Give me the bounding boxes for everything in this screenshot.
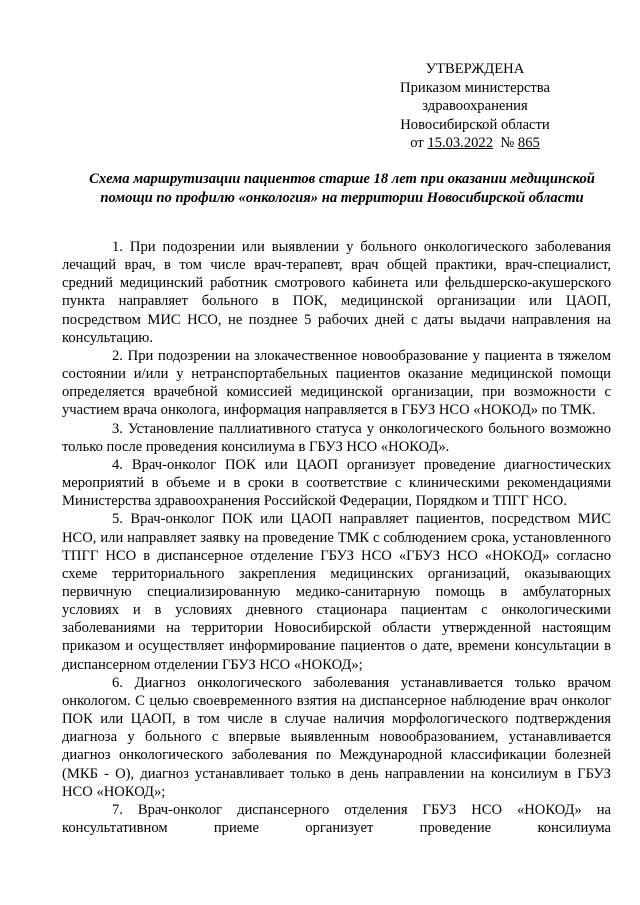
document-body	[62, 238, 611, 837]
approval-heading: УТВЕРЖДЕНА	[425, 61, 525, 77]
paragraph-7: 7. Врач-онколог диспансерного отделения ГБУЗ НСО «НОКОД» на консультативном приеме организует проведение консилиума	[62, 801, 611, 836]
paragraph-1: 1. При подозрении или выявлении у больного онкологического заболевания лечащий врач, в том числе врач-терапевт, врач общей практики, врач-специалист, средний медицинский работник смотрового кабинета или фельдшерско-акушерского пункта направляет больного в ПОК, медицинской организации или ЦАОП, посредством МИС НСО, не позднее 5 рабочих дней с даты выдачи направления на консультацию.	[62, 239, 611, 346]
paragraph-5: 5. Врач-онколог ПОК или ЦАОП направляет пациентов, посредством МИС НСО, или направляет заявку на проведение ТМК с соблюдением срока, установленного ТПГГ НСО в диспансерное отделение ГБУЗ НСО «ГБУЗ НСО «НОКОД» согласно схеме территориального закрепления медицинских организаций, оказывающих первичную специализированную медико-санитарную помощь в амбулаторных условиях и в условиях дневного стационара пациентам с онкологическими заболеваниями на территории Новосибирской области утвержденной настоящим приказом и осуществляет информирование пациентов о дате, времени консультации в диспансерном отделении ГБУЗ НСО «НОКОД»;	[62, 511, 611, 673]
approval-order-line: Приказом министерства	[400, 79, 550, 96]
approval-stamp	[382, 60, 568, 153]
approval-date-line	[382, 134, 568, 153]
document-title: Схема маршрутизации пациентов старше 18 лет при оказании медицинской помощи по профилю «онкология» на территории Новосибирской области	[89, 171, 595, 206]
paragraph-6: 6. Диагноз онкологического заболевания устанавливается только врачом онкологом. С целью своевременного взятия на диспансерное наблюдение врач онколог ПОК или ЦАОП, в том числе в случае наличия морфологического подтверждения диагноза у больного с впервые выявленным новообразованием, устанавливается диагноз онкологического заболевания по Международной классификации болезней (МКБ - О), диагноз устанавливает только в день направлении на консилиум в ГБУЗ НСО «НОКОД»;	[62, 674, 611, 800]
approval-ministry-line: здравоохранения	[422, 98, 528, 115]
order-number: 865	[517, 135, 540, 152]
number-prefix: №	[500, 135, 518, 152]
paragraph-4: 4. Врач-онколог ПОК или ЦАОП организует проведение диагностических мероприятий в объеме и в сроки в соответствие с клиническими рекомендациями Министерства здравоохранения Российской Федерации, Порядком и ТПГГ НСО.	[62, 456, 611, 510]
order-date: 15.03.2022	[427, 135, 494, 152]
approval-region-line: Новосибирской области	[400, 116, 550, 133]
date-prefix: от	[410, 135, 428, 152]
paragraph-2: 2. При подозрении на злокачественное новообразование у пациента в тяжелом состоянии и/или у нетранспортабельных пациентов оказание медицинской помощи определяется врачебной комиссией медицинской организации, при возможности с участием врача онколога, информация направляется в ГБУЗ НСО «НОКОД» по ТМК.	[62, 347, 611, 419]
paragraph-3: 3. Установление паллиативного статуса у онкологического больного возможно только после проведения консилиума в ГБУЗ НСО «НОКОД».	[62, 420, 611, 455]
